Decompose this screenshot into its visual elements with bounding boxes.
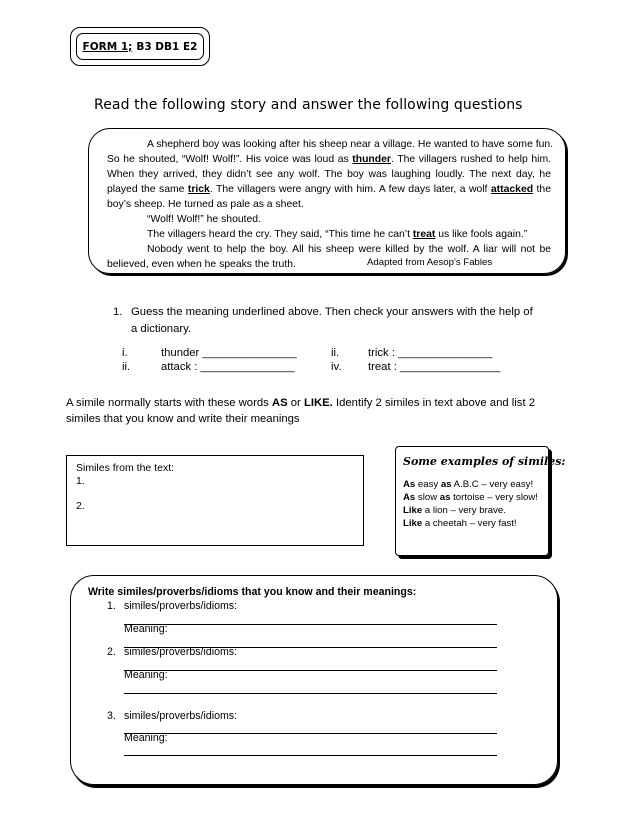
word-trick: trick bbox=[187, 184, 210, 195]
story-source: Adapted from Aesop’s Fables bbox=[367, 257, 493, 268]
form-code: B3 DB1 E2 bbox=[136, 40, 198, 53]
word-attacked: attacked bbox=[490, 184, 534, 195]
word-thunder: thunder bbox=[352, 154, 391, 165]
similes-box-title: Similes from the text: bbox=[76, 462, 175, 474]
example-item: Like a lion – very brave. bbox=[403, 505, 506, 516]
vocab-item: thunder _______________ bbox=[161, 347, 297, 359]
simile-answer-2[interactable]: 2. bbox=[76, 500, 85, 512]
example-item: As easy as A.B.C – very easy! bbox=[403, 479, 534, 490]
story-line: A shepherd boy was looking after his sheep near a village. He wanted to have some fun. bbox=[147, 139, 554, 150]
question-text: a dictionary. bbox=[131, 323, 192, 335]
answer-line[interactable] bbox=[124, 670, 497, 671]
question-text: Guess the meaning underlined above. Then check your answers with the help of bbox=[131, 306, 533, 318]
story-line: Nobody went to help the boy. All his sheep were killed by the wolf. A liar will not be bbox=[147, 244, 551, 255]
item-number: iv. bbox=[331, 361, 342, 373]
form-label-box bbox=[70, 27, 210, 66]
item-number: 1. bbox=[107, 600, 116, 612]
simile-intro: A simile normally starts with these words AS or LIKE. Identify 2 similes in text above and list 2 bbox=[66, 397, 536, 409]
answer-line[interactable] bbox=[124, 755, 497, 756]
story-line: The villagers heard the cry. They said, “This time he can’t treat us like fools again.” bbox=[147, 229, 528, 240]
example-item: As slow as tortoise – very slow! bbox=[403, 492, 538, 503]
write-similes-box bbox=[70, 575, 558, 785]
simile-intro: similes that you know and write their meanings bbox=[66, 413, 300, 425]
story-box bbox=[88, 128, 566, 274]
vocab-item: treat : ________________ bbox=[368, 361, 501, 373]
story-line: “Wolf! Wolf!” he shouted. bbox=[147, 214, 261, 225]
example-item: Like a cheetah – very fast! bbox=[403, 518, 517, 529]
answer-line[interactable] bbox=[124, 733, 497, 734]
vocab-item: trick : _______________ bbox=[368, 347, 493, 359]
item-number: ii. bbox=[122, 361, 131, 373]
item-number: 2. bbox=[107, 646, 116, 658]
item-label: similes/proverbs/idioms: bbox=[124, 646, 238, 658]
meaning-label: Meaning: bbox=[124, 669, 168, 681]
meaning-label: Meaning: bbox=[124, 623, 168, 635]
item-label: similes/proverbs/idioms: bbox=[124, 710, 238, 722]
simile-examples-box bbox=[395, 446, 566, 556]
story-line: boy’s sheep. He turned as pale as a sheet. bbox=[107, 199, 304, 210]
question-number: 1. bbox=[113, 306, 123, 318]
story-line: When they arrived, they didn’t see any wolf. The boy was laughing loudly. The next day, he bbox=[107, 169, 551, 180]
write-box-title: Write similes/proverbs/idioms that you know and their meanings: bbox=[88, 586, 417, 598]
vocab-item: attack : _______________ bbox=[161, 361, 295, 373]
examples-title: Some examples of similes: bbox=[403, 455, 566, 468]
item-number: ii. bbox=[331, 347, 340, 359]
form-label bbox=[76, 33, 204, 60]
meaning-label: Meaning: bbox=[124, 732, 168, 744]
item-label: similes/proverbs/idioms: bbox=[124, 600, 238, 612]
simile-answer-1[interactable]: 1. bbox=[76, 475, 85, 487]
answer-line[interactable] bbox=[124, 624, 497, 625]
story-line: So he shouted, “Wolf! Wolf!”. His voice was loud as thunder. The villagers rushed to help him. bbox=[107, 154, 551, 165]
story-line: played the same trick. The villagers were angry with him. A few days later, a wolf attacked the bbox=[107, 184, 551, 195]
story-line: believed, even when he speaks the truth. bbox=[107, 259, 296, 270]
item-number: 3. bbox=[107, 710, 116, 722]
instruction-heading: Read the following story and answer the following questions bbox=[94, 97, 523, 113]
item-number: i. bbox=[122, 347, 128, 359]
form-number: FORM 1; bbox=[82, 40, 133, 53]
answer-line[interactable] bbox=[124, 693, 497, 694]
word-treat: treat bbox=[412, 229, 436, 240]
similes-from-text-box bbox=[66, 455, 364, 546]
